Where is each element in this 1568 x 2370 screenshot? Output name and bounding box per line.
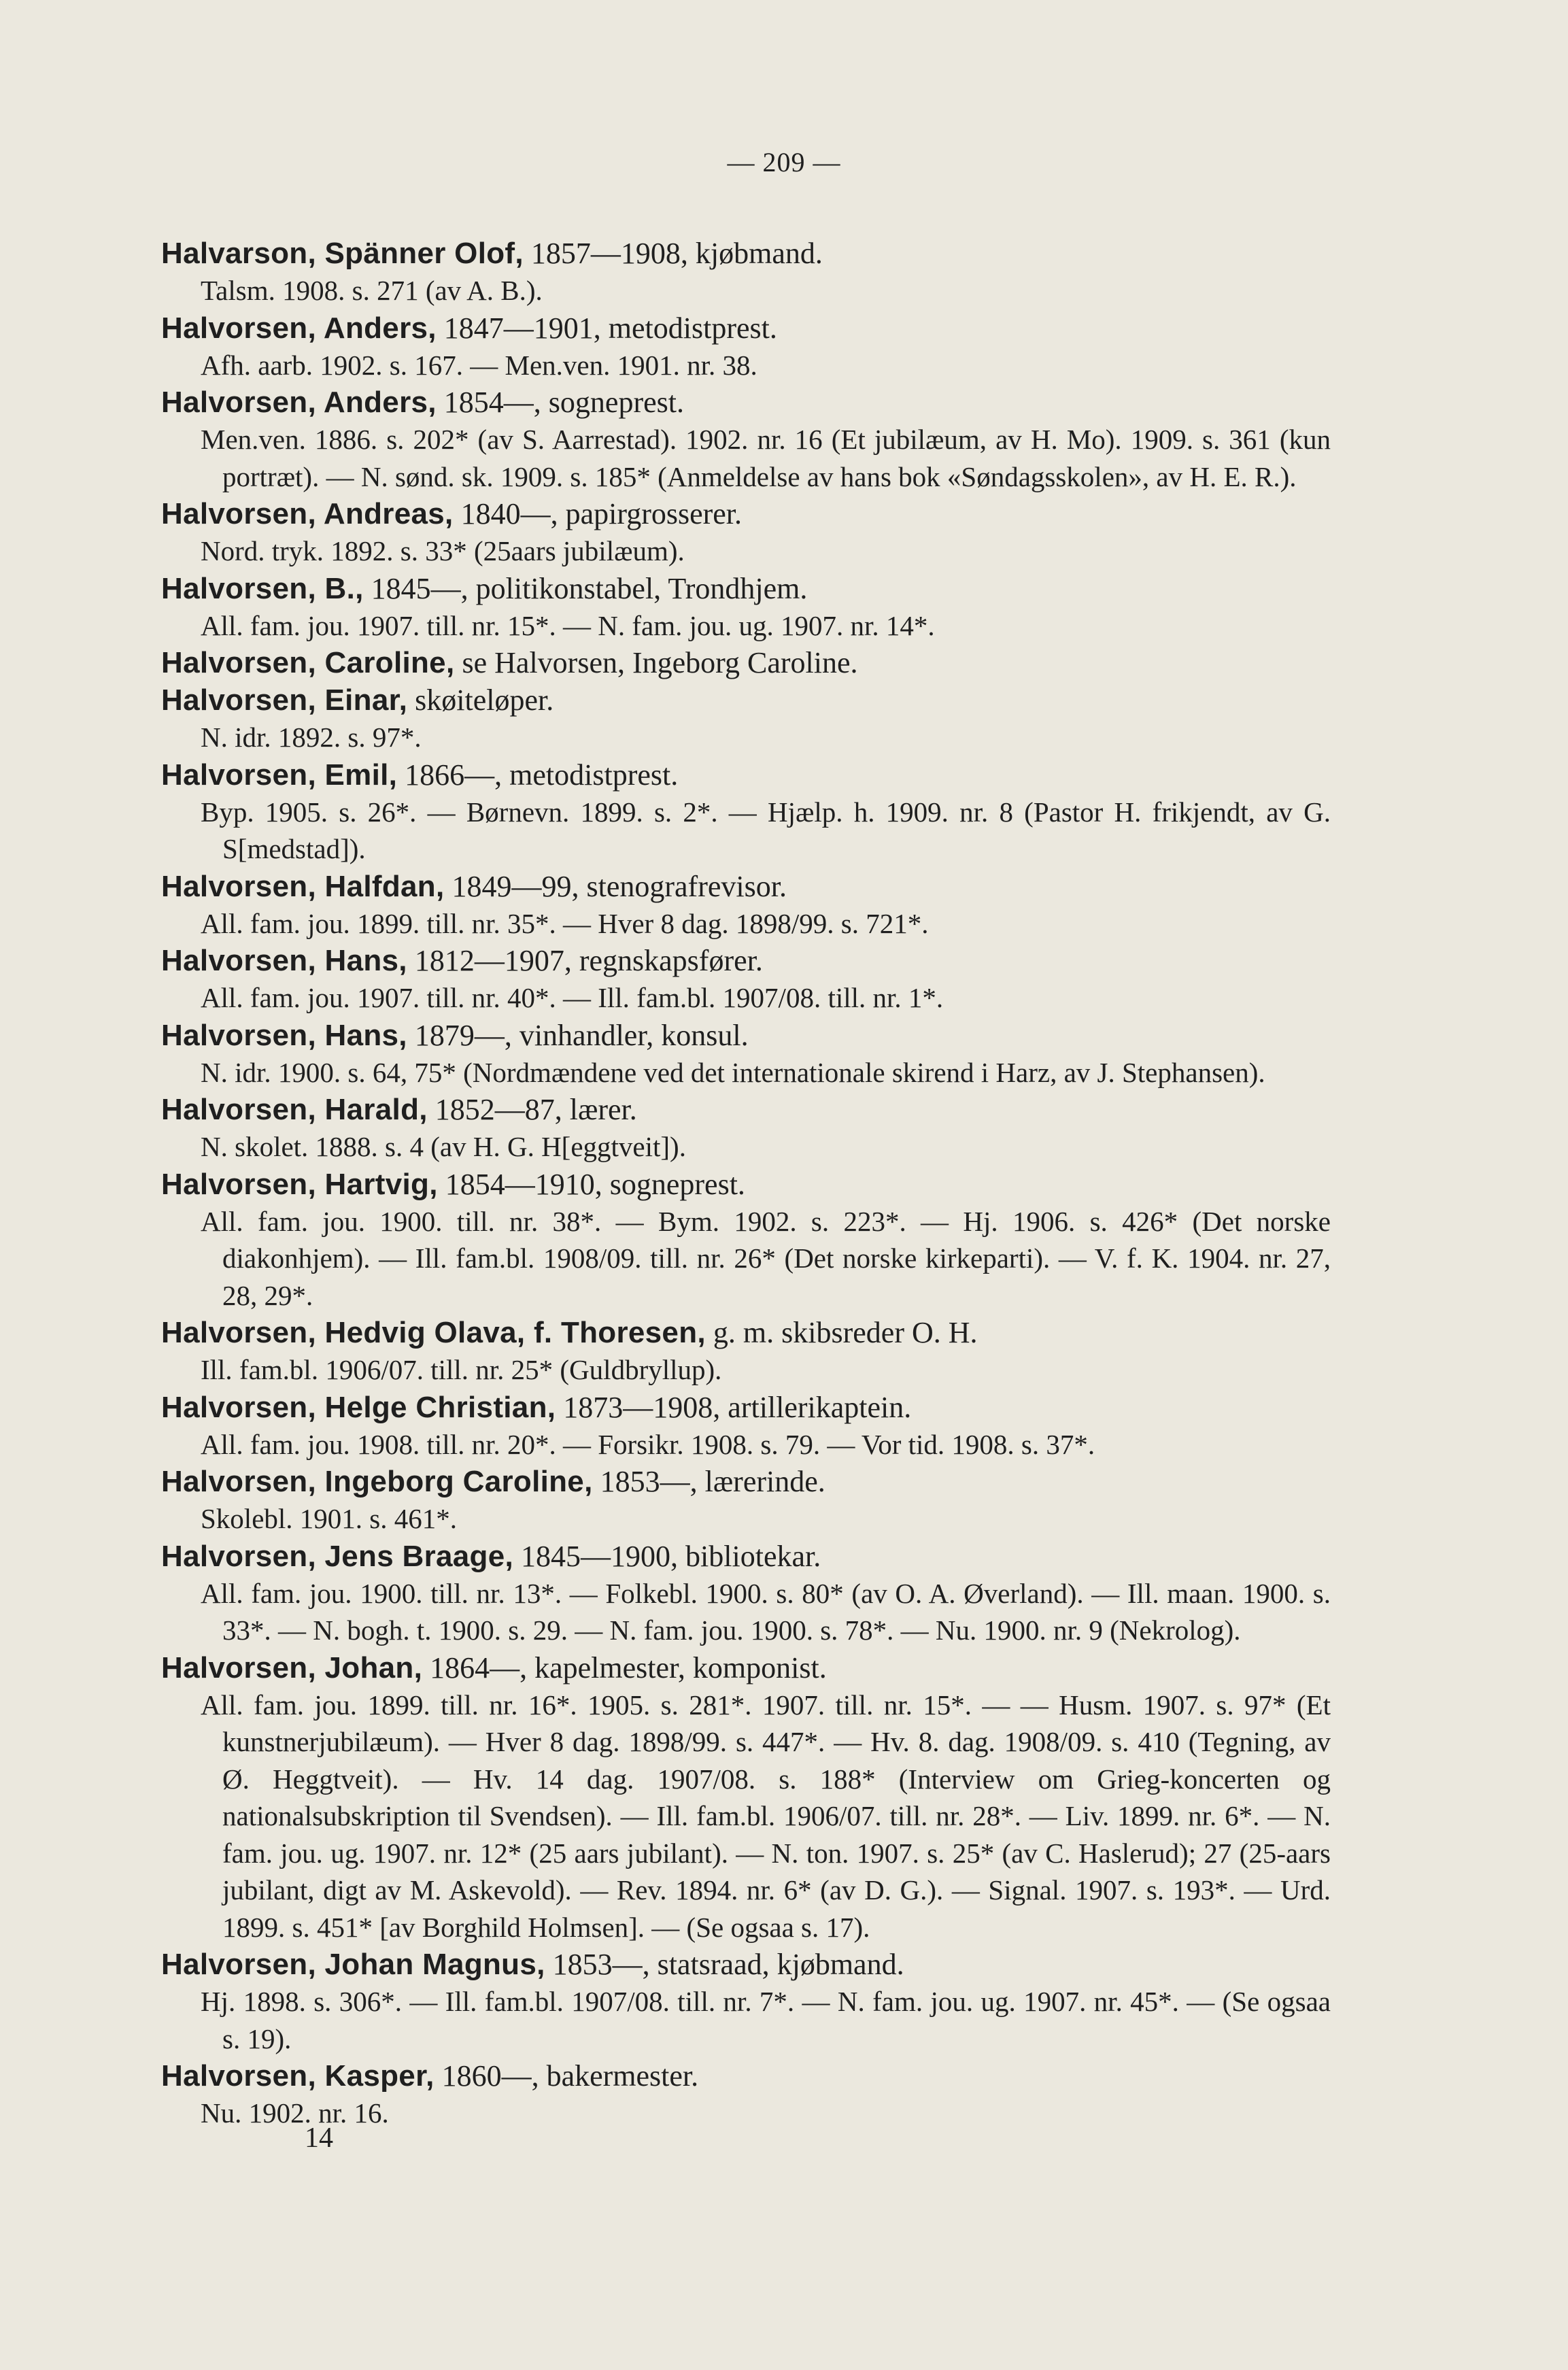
entry-description: 1860—, bakermester.	[434, 2059, 699, 2093]
signature-mark: 14	[305, 2122, 333, 2154]
entry-description: g. m. skibsreder O. H.	[705, 1316, 978, 1349]
entry-name: Halvorsen, Anders,	[161, 386, 437, 419]
entry-name: Halvorsen, Jens Braage,	[161, 1539, 514, 1573]
entry-references: Nu. 1902. nr. 16.	[201, 2097, 389, 2129]
entry-halvarson-olof	[161, 235, 1331, 309]
entry-halvorsen-jens	[161, 1538, 1331, 1649]
entry-halvorsen-johan-magnus	[161, 1946, 1331, 2057]
entry-description: 1847—1901, metodistprest.	[436, 311, 777, 345]
entry-references: Nord. tryk. 1892. s. 33* (25aars jubilæum).	[201, 535, 685, 566]
entry-name: Halvorsen, Hans,	[161, 1018, 407, 1052]
entry-description: 1873—1908, artillerikaptein.	[556, 1390, 912, 1424]
entry-halvorsen-ingeborg	[161, 1463, 1331, 1538]
entry-description: 1854—, sogneprest.	[436, 386, 684, 419]
entry-references: Hj. 1898. s. 306*. — Ill. fam.bl. 1907/08. till. nr. 7*. — N. fam. jou. ug. 1907. nr. 45*. — (Se ogsaa s. 19).	[201, 1986, 1331, 2054]
entry-halvorsen-kasper	[161, 2057, 1331, 2132]
entry-references: All. fam. jou. 1900. till. nr. 38*. — Bym. 1902. s. 223*. — Hj. 1906. s. 426* (Det norske diakonhjem). — Ill. fam.bl. 1908/09. till. nr. 26* (Det norske kirkeparti). — V. f. K. 1904. nr. 27, 28, 29*.	[201, 1205, 1331, 1311]
page-number: — 209 —	[727, 147, 841, 177]
entry-references: N. idr. 1900. s. 64, 75* (Nordmændene ved det internationale skirend i Harz, av J. Stephansen).	[201, 1056, 1265, 1088]
entry-halvorsen-hartvig	[161, 1166, 1331, 1315]
entry-halvorsen-hans-1812	[161, 942, 1331, 1017]
entry-references: All. fam. jou. 1900. till. nr. 13*. — Folkebl. 1900. s. 80* (av O. A. Øverland). — Ill. maan. 1900. s. 33*. — N. bogh. t. 1900. s. 29. — N. fam. jou. 1900. s. 78*. — Nu. 1900. nr. 9 (Nekrolog).	[201, 1577, 1331, 1646]
entry-description: 1857—1908, kjøbmand.	[523, 237, 823, 270]
entry-halvorsen-hedvig	[161, 1314, 1331, 1389]
entry-name: Halvorsen, Johan,	[161, 1650, 423, 1685]
entry-references: Ill. fam.bl. 1906/07. till. nr. 25* (Guldbryllup).	[201, 1354, 722, 1385]
entry-name: Halvorsen, Kasper,	[161, 2059, 434, 2093]
entry-references: Men.ven. 1886. s. 202* (av S. Aarrestad). 1902. nr. 16 (Et jubilæum, av H. Mo). 1909. s. 361 (kun portræt). — N. sønd. sk. 1909. s. 185* (Anmeldelse av hans bok «Søndagsskolen», av H. E. R.).	[201, 424, 1331, 492]
entry-references: All. fam. jou. 1907. till. nr. 15*. — N. fam. jou. ug. 1907. nr. 14*.	[201, 609, 935, 641]
entry-name: Halvorsen, B.,	[161, 571, 364, 605]
entry-references: Skolebl. 1901. s. 461*.	[201, 1503, 457, 1534]
entry-halvorsen-caroline	[161, 644, 1331, 681]
entry-halvorsen-halfdan	[161, 868, 1331, 943]
entry-description: 1854—1910, sogneprest.	[437, 1167, 745, 1201]
entry-halvorsen-anders-1854	[161, 384, 1331, 495]
entry-name: Halvorsen, Hans,	[161, 944, 407, 977]
entry-description: 1812—1907, regnskapsfører.	[407, 944, 763, 977]
entry-name: Halvorsen, Helge Christian,	[161, 1390, 556, 1424]
entry-references: Afh. aarb. 1902. s. 167. — Men.ven. 1901. nr. 38.	[201, 349, 757, 381]
entry-references: All. fam. jou. 1899. till. nr. 35*. — Hver 8 dag. 1898/99. s. 721*.	[201, 907, 929, 939]
entry-description: 1845—1900, bibliotekar.	[513, 1539, 821, 1573]
entry-name: Halvorsen, Emil,	[161, 758, 398, 792]
entry-halvorsen-helge	[161, 1389, 1331, 1463]
entry-halvorsen-harald	[161, 1091, 1331, 1166]
entry-name: Halvorsen, Ingeborg Caroline,	[161, 1465, 593, 1498]
entry-halvorsen-einar	[161, 681, 1331, 756]
entry-description: skøiteløper.	[407, 683, 554, 717]
entry-name: Halvorsen, Halfdan,	[161, 869, 445, 903]
entry-name: Halvorsen, Andreas,	[161, 497, 454, 530]
entry-description: 1866—, metodistprest.	[397, 758, 679, 792]
entry-description: 1853—, statsraad, kjøbmand.	[545, 1948, 904, 1981]
entry-halvorsen-hans-1879	[161, 1017, 1331, 1091]
entry-name: Halvorsen, Hedvig Olava, f. Thoresen,	[161, 1316, 706, 1349]
entry-description: 1845—, politikonstabel, Trondhjem.	[363, 571, 808, 605]
entry-references: All. fam. jou. 1899. till. nr. 16*. 1905. s. 281*. 1907. till. nr. 15*. — — Husm. 1907. s. 97* (Et kunstnerjubilæum). — Hver 8 dag. 1898/99. s. 447*. — Hv. 8. dag. 1908/09. s. 410 (Tegning, av Ø. Heggtveit). — Hv. 14 dag. 1907/08. s. 188* (Interview om Grieg-koncerten og nationalsubskription til Svendsen). — Ill. fam.bl. 1906/07. till. nr. 28*. — Liv. 1899. nr. 6*. — N. fam. jou. ug. 1907. nr. 12* (25 aars jubilant). — N. ton. 1907. s. 25* (av C. Haslerud); 27 (25-aars jubilant, digt av M. Askevold). — Rev. 1894. nr. 6* (av D. G.). — Signal. 1907. s. 193*. — Urd. 1899. s. 451* [av Borghild Holmsen]. — (Se ogsaa s. 17).	[201, 1689, 1331, 1943]
entry-description: 1879—, vinhandler, konsul.	[407, 1018, 749, 1052]
entry-name: Halvorsen, Johan Magnus,	[161, 1948, 545, 1981]
entry-references: All. fam. jou. 1907. till. nr. 40*. — Ill. fam.bl. 1907/08. till. nr. 1*.	[201, 982, 944, 1013]
entry-halvorsen-anders-1847	[161, 309, 1331, 384]
entry-name: Halvorsen, Anders,	[161, 311, 437, 345]
entry-description: 1840—, papirgrosserer.	[453, 497, 743, 530]
entry-halvorsen-johan	[161, 1649, 1331, 1946]
entry-references: All. fam. jou. 1908. till. nr. 20*. — Forsikr. 1908. s. 79. — Vor tid. 1908. s. 37*.	[201, 1428, 1095, 1460]
entry-name: Halvorsen, Caroline,	[161, 646, 455, 679]
entry-description: 1849—99, stenografrevisor.	[444, 869, 787, 903]
entry-references: N. skolet. 1888. s. 4 (av H. G. H[eggtveit]).	[201, 1131, 686, 1162]
entry-name: Halvarson, Spänner Olof,	[161, 237, 524, 270]
entry-list	[161, 235, 1331, 2132]
entry-name: Halvorsen, Hartvig,	[161, 1167, 438, 1201]
entry-halvorsen-andreas	[161, 495, 1331, 570]
entry-description: 1852—87, lærer.	[427, 1093, 637, 1126]
entry-halvorsen-emil	[161, 756, 1331, 868]
entry-halvorsen-b	[161, 570, 1331, 645]
entry-references: Byp. 1905. s. 26*. — Børnevn. 1899. s. 2*. — Hjælp. h. 1909. nr. 8 (Pastor H. frikjendt, av G. S[medstad]).	[201, 796, 1331, 864]
entry-description: 1853—, lærerinde.	[592, 1465, 825, 1498]
entry-description: 1864—, kapelmester, komponist.	[422, 1650, 827, 1685]
entry-references: N. idr. 1892. s. 97*.	[201, 722, 422, 753]
entry-references: Talsm. 1908. s. 271 (av A. B.).	[201, 275, 543, 306]
entry-description: se Halvorsen, Ingeborg Caroline.	[454, 646, 858, 679]
entry-name: Halvorsen, Einar,	[161, 683, 408, 717]
entry-name: Halvorsen, Harald,	[161, 1093, 428, 1126]
